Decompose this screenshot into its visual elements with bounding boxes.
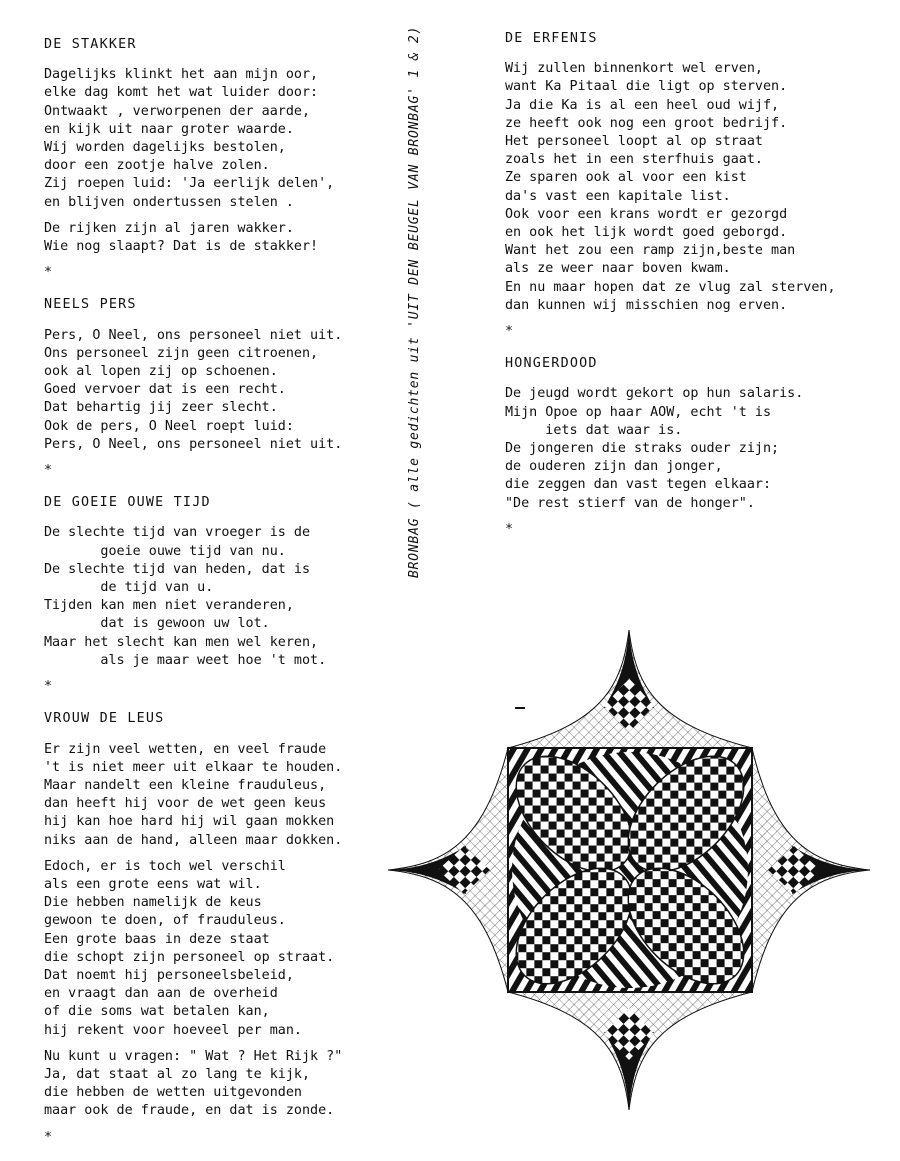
poem-line: Er zijn veel wetten, en veel fraude (44, 741, 327, 757)
poem-line: Zij roepen luid: 'Ja eerlijk delen', (44, 176, 335, 192)
poem-line: Ja, dat staat al zo lang te kijk, (44, 1066, 311, 1082)
poem-line: elke dag komt het wat luider door: (44, 85, 319, 101)
op-art-checkered-star-icon (386, 628, 872, 1112)
poem-line: maar ook de fraude, en dat is zonde. (44, 1103, 335, 1119)
poem (44, 494, 334, 696)
poem-line: "De rest stierf van de honger". (505, 495, 755, 511)
poem-line: Want het zou een ramp zijn,beste man (505, 243, 796, 259)
poem-line: De jongeren die straks ouder zijn; (505, 441, 780, 457)
poem-line: Wij worden dagelijks bestolen, (44, 140, 286, 156)
poem-line: en vraagt dan aan de overheid (44, 986, 278, 1002)
poem-end-asterisk: * (44, 463, 53, 479)
poem-line: ook al lopen zij op schoenen. (44, 364, 278, 380)
poem-line: En nu maar hopen dat ze vlug zal sterven, (505, 279, 836, 295)
poem-line: en blijven ondertussen stelen . (44, 194, 294, 210)
stanza (505, 385, 835, 512)
poem-line: die hebben de wetten uitgevonden (44, 1085, 302, 1101)
poem-line: Een grote baas in deze staat (44, 931, 270, 947)
poem-line: Nu kunt u vragen: " Wat ? Het Rijk ?" (44, 1048, 343, 1064)
poem-line: of die soms wat betalen kan, (44, 1004, 270, 1020)
poem-line: iets dat waar is. (505, 422, 683, 438)
poem-line: Wij zullen binnenkort wel erven, (505, 61, 763, 77)
stanza (44, 66, 334, 212)
poem-line: door een zootje halve zolen. (44, 158, 270, 174)
poem (505, 30, 835, 341)
poem-line: ze heeft ook nog een groot bedrijf. (505, 115, 788, 131)
poem-title: DE GOEIE OUWE TIJD (44, 495, 211, 511)
poem-line: Pers, O Neel, ons personeel niet uit. (44, 327, 343, 343)
stanza (44, 327, 343, 454)
poem-line: Dat noemt hij personeelsbeleid, (44, 967, 294, 983)
poem-line: als je maar weet hoe 't mot. (44, 652, 327, 668)
poem-title: DE ERFENIS (505, 31, 598, 46)
poem-end-asterisk: * (44, 679, 53, 695)
poem-line: goeie ouwe tijd van nu. (44, 543, 286, 559)
poem-end-asterisk: * (505, 521, 514, 537)
poem-line: Pers, O Neel, ons personeel niet uit. (44, 436, 343, 452)
poem (505, 355, 835, 539)
poem-line: Edoch, er is toch wel verschil (44, 858, 286, 874)
poem-title: VROUW DE LEUS (44, 711, 165, 727)
poem-line: Ook voor een krans wordt er gezorgd (505, 206, 788, 222)
poem-line: De jeugd wordt gekort op hun salaris. (505, 386, 804, 402)
poem-line: zoals het in een sterfhuis gaat. (505, 152, 763, 168)
poem-line: want Ka Pitaal die ligt op sterven. (505, 79, 788, 95)
poem-line: hij kan hoe hard hij wil gaan mokken (44, 814, 335, 830)
poem-line: die schopt zijn personeel op straat. (44, 949, 335, 965)
poem-line: Ontwaakt , verworpenen der aarde, (44, 103, 311, 119)
poem-end-asterisk: * (44, 265, 53, 281)
poem-title: DE STAKKER (44, 37, 137, 52)
poem-line: en ook het lijk wordt goed geborgd. (505, 225, 788, 241)
poem-line: Dat behartig jij zeer slecht. (44, 400, 278, 416)
stanza (505, 60, 835, 315)
poem-line: da's vast een kapitale list. (505, 188, 731, 204)
poem (44, 710, 343, 1146)
stanza (44, 858, 334, 1040)
poem-line: Ja die Ka is al een heel oud wijf, (505, 97, 780, 113)
poem-line: Maar het slecht kan men wel keren, (44, 634, 319, 650)
poem-line: Ook de pers, O Neel roept luid: (44, 418, 294, 434)
poem-line: Mijn Opoe op haar AOW, echt 't is (505, 404, 772, 420)
poem-line: hij rekent voor hoeveel per man. (44, 1022, 302, 1038)
left-column (44, 36, 343, 1161)
poem-line: Goed vervoer dat is een recht. (44, 382, 286, 398)
poem-line: dat is gewoon uw lot. (44, 616, 270, 632)
right-column (505, 30, 835, 553)
poem-line: Dagelijks klinkt het aan mijn oor, (44, 67, 319, 83)
poem-end-asterisk: * (505, 324, 514, 340)
stanza (44, 220, 334, 256)
poem-line: als ze weer naar boven kwam. (505, 261, 731, 277)
poem-line: de tijd van u. (44, 580, 214, 596)
stanza (44, 524, 334, 670)
poem-line: De slechte tijd van vroeger is de (44, 525, 311, 541)
side-note: BRONBAG ( alle gedichten uit 'UIT DEN BEUGEL VAN BRONBAG' 1 & 2) (407, 25, 422, 578)
stanza (44, 741, 343, 850)
ornament-center-square (495, 735, 765, 1005)
poem (44, 296, 343, 480)
poem-line: als een grote eens wat wil. (44, 876, 262, 892)
poem-line: 't is niet meer uit elkaar te houden. (44, 759, 343, 775)
poem-line: Ze sparen ook al voor een kist (505, 170, 747, 186)
poem-line: Wie nog slaapt? Dat is de stakker! (44, 239, 319, 255)
poem-title: NEELS PERS (44, 297, 137, 313)
poem-line: Ons personeel zijn geen citroenen, (44, 345, 319, 361)
stanza (44, 1048, 343, 1121)
poem-line: Het personeel loopt al op straat (505, 134, 763, 150)
poem-line: De rijken zijn al jaren wakker. (44, 220, 294, 236)
poem-line: dan kunnen wij misschien nog erven. (505, 297, 788, 313)
poem-line: die zeggen dan vast tegen elkaar: (505, 477, 772, 493)
poem-line: Maar nandelt een kleine frauduleus, (44, 777, 327, 793)
poem-line: gewoon te doen, of frauduleus. (44, 913, 286, 929)
poem-line: niks aan de hand, alleen maar dokken. (44, 832, 343, 848)
poem-line: Tijden kan men niet veranderen, (44, 598, 294, 614)
poem-line: Die hebben namelijk de keus (44, 895, 262, 911)
poem-line: en kijk uit naar groter waarde. (44, 121, 294, 137)
poem-line: de ouderen zijn dan jonger, (505, 459, 723, 475)
poem-line: dan heeft hij voor de wet geen keus (44, 796, 327, 812)
poem (44, 36, 334, 282)
poem-line: De slechte tijd van heden, dat is (44, 561, 311, 577)
poem-end-asterisk: * (44, 1129, 53, 1145)
poem-title: HONGERDOOD (505, 356, 598, 372)
